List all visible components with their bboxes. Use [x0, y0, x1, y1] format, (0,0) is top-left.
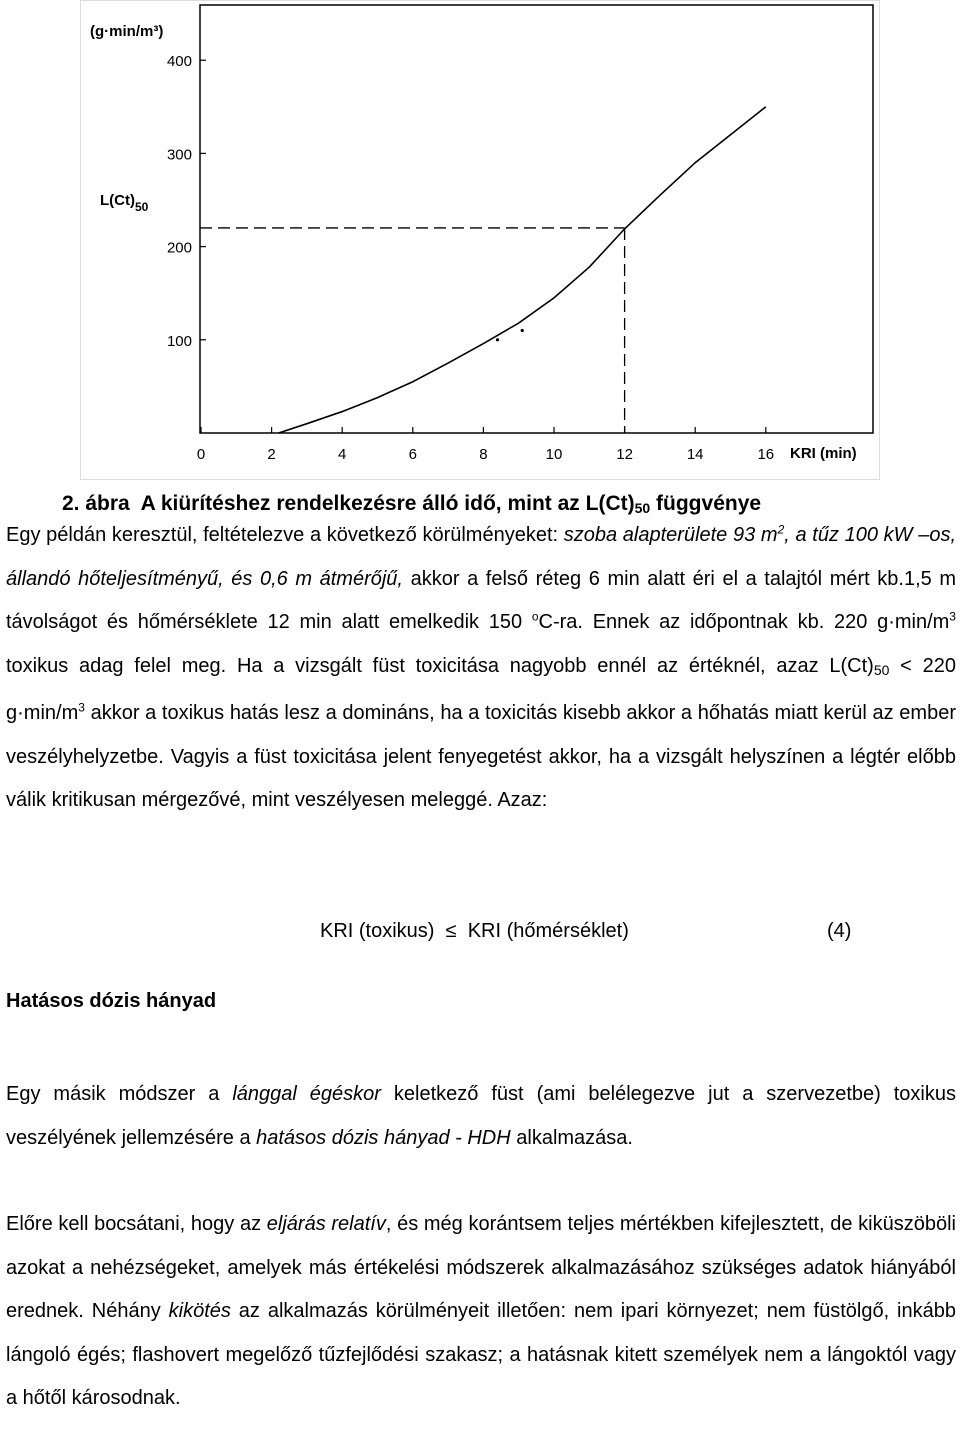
- paragraph-conditions: [6, 1203, 956, 1421]
- y-tick-label: 400: [166, 53, 192, 71]
- data-marker: [521, 329, 524, 332]
- caption-text: A kiürítéshez rendelkezésre álló idő, mint az L(Ct): [140, 492, 635, 515]
- para3-text-2: , és még korántsem teljes mértékben kifejlesztett, de kiküszöböli azokat a nehézségeket, amelyek más értékelési módszerek alkalmazásához szükséges adatok hiányából erednek. Néhány: [6, 1213, 956, 1322]
- para3-text-3: az alkalmazás körülményeit illetően: nem ipari környezet; nem füstölgő, inkább lángoló égés; flashovert megelőző tűzfejlődési szakasz; a hatásnak kitett személyek nem a lángoktól vagy a hőtől károsodnak.: [6, 1300, 956, 1409]
- x-tick-label: 4: [338, 446, 347, 463]
- equation-right: KRI (hőmérséklet): [467, 920, 629, 942]
- para3-italic-1: eljárás relatív: [266, 1213, 386, 1235]
- caption-subscript: 50: [634, 500, 651, 516]
- para1-text-2: akkor a felső réteg 6 min alatt éri el a talajtól mért kb.1,5 m távolságot és hőmérséklete 12 min alatt emelkedik 150: [6, 567, 957, 633]
- y-axis-unit-label: (g·min/m³): [90, 23, 164, 40]
- data-marker: [496, 338, 499, 341]
- equation-number: (4): [827, 920, 852, 942]
- para1-text-4: toxikus adag felel meg. Ha a vizsgált füst toxicitása nagyobb ennél az értéknél, azaz L(Ct): [6, 654, 874, 677]
- para1-sup-3a: 3: [949, 609, 956, 624]
- section-heading: Hatásos dózis hányad: [6, 990, 217, 1012]
- para2-text-2: keletkező füst (ami belélegezve jut a szervezetbe) toxikus veszélyének jellemzésére a: [6, 1083, 956, 1149]
- paragraph-method: [6, 1073, 956, 1160]
- para3-italic-2: kikötés: [168, 1300, 231, 1322]
- x-tick-label: 0: [196, 446, 206, 463]
- para1-sub-50: 50: [873, 661, 890, 678]
- para1-sup-o: o: [531, 609, 539, 624]
- x-tick-label: 8: [479, 446, 488, 463]
- paragraph-example: [6, 514, 956, 823]
- x-tick-label: 14: [686, 446, 704, 463]
- x-tick-label: 6: [408, 446, 417, 463]
- caption-text-end: függvénye: [650, 492, 762, 515]
- chart-figure: [80, 0, 880, 480]
- x-tick-label: 12: [616, 446, 633, 463]
- para1-sup-3b: 3: [78, 700, 85, 715]
- para2-text-1: Egy másik módszer a: [6, 1083, 233, 1105]
- y-tick-label: 300: [166, 146, 192, 164]
- y-axis-label: $L(Ct)_{50}$: [100, 192, 149, 214]
- x-tick-label: 10: [545, 446, 563, 463]
- equation: [320, 920, 629, 943]
- x-tick-label: 2: [267, 446, 276, 463]
- para2-italic-2: hatásos dózis hányad - HDH: [256, 1126, 511, 1149]
- equation-left: KRI (toxikus): [320, 920, 435, 942]
- para1-text-1: Egy példán keresztül, feltételezve a következő körülményeket:: [6, 524, 564, 546]
- para1-text-3: C-ra. Ennek az időpontnak kb. 220 g·min/m: [538, 611, 950, 633]
- para2-text-3: alkalmazása.: [510, 1126, 633, 1149]
- x-axis-label: KRI (min): [790, 445, 857, 462]
- para1-italic-2: , a tűz 100 kW –os, állandó hőteljesítményű, és 0,6 m átmérőjű,: [6, 524, 956, 590]
- para2-italic-1: lánggal égéskor: [232, 1083, 381, 1105]
- para1-italic-1: szoba alapterülete 93 m: [563, 524, 778, 546]
- para1-sup-2: 2: [777, 522, 785, 537]
- caption-number: 2. ábra: [62, 492, 130, 515]
- x-tick-label: 16: [757, 446, 775, 463]
- y-tick-label: 100: [166, 332, 192, 350]
- y-tick-label: 200: [166, 239, 192, 257]
- para1-text-5: < 220 g·min/m: [6, 654, 956, 724]
- equation-operator: ≤: [445, 920, 457, 942]
- figure-caption: [62, 492, 761, 516]
- para3-text-1: Előre kell bocsátani, hogy az: [6, 1213, 267, 1235]
- para1-text-6: akkor a toxikus hatás lesz a domináns, ha a toxicitás kisebb akkor a hőhatás miatt kerül az ember veszélyhelyzetbe. Vagyis a füst toxicitása jelent fenyegetést akkor, ha a vizsgált helyszínen a légtér előbb válik kritikusan mérgezővé, mint veszélyesen meleggé. Azaz:: [6, 702, 956, 811]
